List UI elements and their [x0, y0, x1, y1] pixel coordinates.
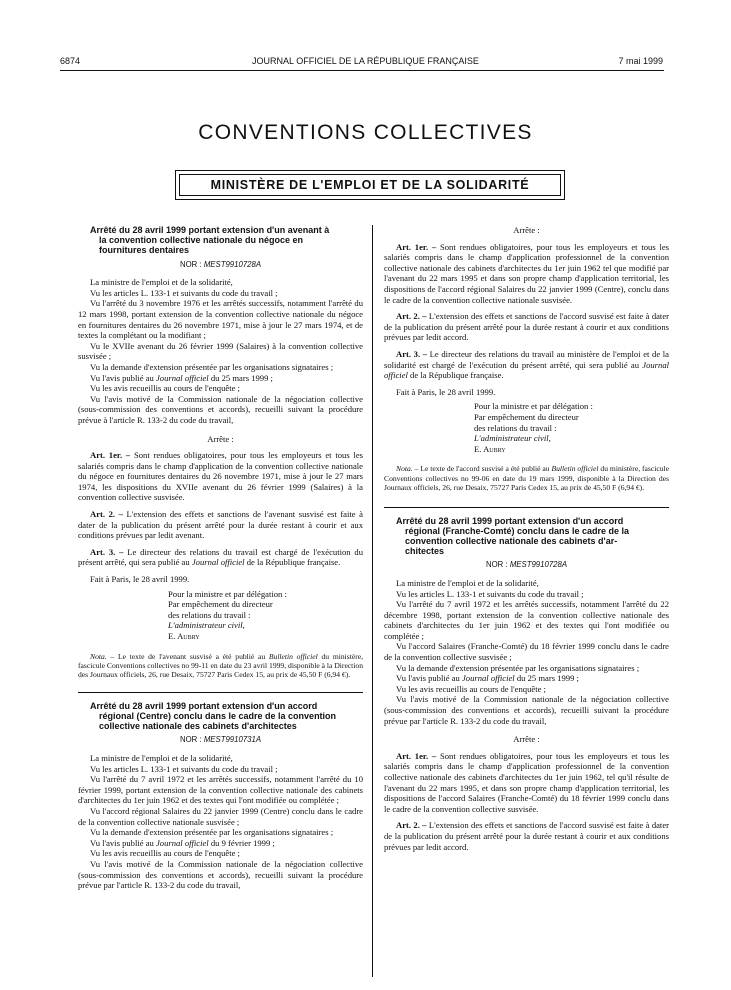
decree-1-signature-2: Par empêchement du directeur: [168, 599, 273, 610]
decree-2-signature-4: L'administrateur civil,: [474, 433, 551, 444]
decree-1-arrete: Arrête :: [207, 433, 234, 444]
decree-3-visa-5: Vu la demande d'extension présentée par les organisations signataires ;: [396, 662, 640, 673]
decree-1-article-1: Art. 1er. – Sont rendues obligatoires, pour tous les employeurs et tous les salariés compris dans le champ d'application de la convention collective nationale du négoce en fournitures dentaires du 26 novembre 1971, mise à jour le 27 mars 1974, les dispositions du XVIIe avenant du 26 février 1999 (Salaires) à la convention collective susvisée.: [78, 450, 363, 503]
decree-3-visa-4: Vu l'accord Salaires (Franche-Comté) du 18 février 1999 conclu dans le cadre de la convention collective susvisée ;: [384, 641, 669, 663]
decree-1-signature-5: E. Aubry: [168, 631, 200, 642]
decree-3-title: Arrêté du 28 avril 1999 portant extension d'un accord régional (Franche-Comté) conclu dans le cadre de la convention collective nationale des cabinets d'ar- chitectes: [396, 515, 630, 557]
decree-3-visa-7: Vu les avis recueillis au cours de l'enquête ;: [396, 683, 546, 694]
decree-2-signature-1: Pour la ministre et par délégation :: [474, 401, 593, 412]
decree-2-visa-6: Vu l'avis publié au Journal officiel du 9 février 1999 ;: [90, 837, 275, 848]
decree-2-fait: Fait à Paris, le 28 avril 1999.: [396, 386, 496, 397]
decree-2-article-3: Art. 3. – Le directeur des relations du travail au ministère de l'emploi et de la solidarité est chargé de l'exécution du présent arrêté, qui sera publié au Journal officiel de la République française.: [384, 348, 669, 381]
decree-3-arrete: Arrête :: [513, 734, 540, 745]
decree-2-visa-5: Vu la demande d'extension présentée par les organisations signataires ;: [90, 827, 334, 838]
ministry-box: [175, 170, 565, 200]
decree-1-nor: NOR : MEST9910728A: [179, 259, 262, 269]
decree-1-article-2: Art. 2. – L'extension des effets et sanctions de l'avenant susvisé est faite à dater de la publication du présent arrêté pour la durée restant à courir et aux conditions prévues par ledit avenant.: [78, 509, 363, 541]
page-number: 6874: [60, 56, 81, 66]
decree-2-signature-3: des relations du travail :: [474, 422, 557, 433]
decree-1-visa-5: Vu la demande d'extension présentée par les organisations signataires ;: [90, 361, 334, 372]
left-column: [78, 225, 363, 891]
decree-2-note: Nota. – Le texte de l'accord susvisé a été publié au Bulletin officiel du ministère, fascicule Conventions collectives no 99-06 en date du 19 mars 1999, disponible à la Direction des Journaux officiels, 26, rue Desaix, 75727 Paris Cedex 15, au prix de 45,50 F (6,94 €).: [384, 464, 669, 493]
decree-1-visa-6: Vu l'avis publié au Journal officiel du 25 mars 1999 ;: [90, 372, 273, 383]
section-rule: [384, 507, 669, 508]
decree-1-visa-1: La ministre de l'emploi et de la solidarité,: [90, 277, 233, 288]
decree-1-signature-4: L'administrateur civil,: [168, 620, 245, 631]
decree-2-signature-5: E. Aubry: [474, 443, 506, 454]
decree-2-visa-2: Vu les articles L. 133-1 et suivants du code du travail ;: [90, 763, 278, 774]
decree-2-visa-1: La ministre de l'emploi et de la solidarité,: [90, 753, 233, 764]
decree-1-visa-3: Vu l'arrêté du 3 novembre 1976 et les arrêtés successifs, notamment l'arrêté du 12 mars 1998, portant extension de la convention collective nationale du négoce en fournitures dentaires du 26 novembre 1971, mise à jour le 27 mars 1974, et de textes la complétant ou la modifiant ;: [78, 298, 363, 341]
decree-1-visa-8: Vu l'avis motivé de la Commission nationale de la négociation collective (sous-commission des conventions et accords), recueilli suivant la procédure prévue à l'article R. 133-2 du code du travail,: [78, 393, 363, 425]
decree-2-article-2: Art. 2. – L'extension des effets et sanctions de l'accord susvisé est faite à dater de la publication du présent arrêté pour la durée restant à courir et aux conditions prévues par ledit accord.: [384, 311, 669, 343]
decree-1-visa-4: Vu le XVIIe avenant du 26 février 1999 (Salaires) à la convention collective susvisée ;: [78, 340, 363, 362]
decree-1-visa-2: Vu les articles L. 133-1 et suivants du code du travail ;: [90, 287, 278, 298]
decree-3-visa-3: Vu l'arrêté du 7 avril 1972 et les arrêtés successifs, notamment l'arrêté du 22 décembre 1998, portant extension de la convention collective nationale des cabinets d'architectes du 1er juin 1962 et des textes qui l'ont modifiée ou complétée ;: [384, 599, 669, 641]
decree-3-visa-8: Vu l'avis motivé de la Commission nationale de la négociation collective (sous-commission des conventions et accords), recueilli suivant la procédure prévue par l'article R. 133-2 du code du travail,: [384, 694, 669, 726]
decree-1-signature-3: des relations du travail :: [168, 609, 251, 620]
decree-1-note: Nota. – Le texte de l'avenant susvisé a été publié au Bulletin officiel du ministère, fascicule Conventions collectives no 99-11 en date du 23 avril 1999, disponible à la Direction des Journaux officiels, 26, rue Desaix, 75727 Paris Cedex 15, au prix de 45,50 F (6,94 €).: [78, 651, 363, 680]
issue-date: 7 mai 1999: [618, 56, 663, 66]
decree-2-visa-7: Vu les avis recueillis au cours de l'enquête ;: [90, 848, 240, 859]
decree-1-fait: Fait à Paris, le 28 avril 1999.: [90, 574, 190, 585]
decree-2-visa-8: Vu l'avis motivé de la Commission nationale de la négociation collective (sous-commission des conventions et accords), recueilli suivant la procédure prévue par l'article R. 133-2 du code du travail,: [78, 858, 363, 891]
header-rule: [60, 70, 664, 71]
decree-1-title: Arrêté du 28 avril 1999 portant extension d'un avenant à la convention collective nationale du négoce en fournitures dentaires: [90, 225, 330, 256]
decree-2-visa-4: Vu l'accord régional Salaires du 22 janvier 1999 (Centre) conclu dans le cadre de la convention collective nationale susvisée ;: [78, 806, 363, 827]
decree-3-article-2: Art. 2. – L'extension des effets et sanctions de l'accord susvisé est faite à dater de la publication du présent arrêté pour la durée restant à courir et aux conditions prévues par ledit accord.: [384, 820, 669, 852]
page-title: CONVENTIONS COLLECTIVES: [198, 121, 533, 144]
section-rule: [78, 692, 363, 693]
decree-3-article-1: Art. 1er. – Sont rendues obligatoires, pour tous les employeurs et tous les salariés compris dans le champ d'application professionnel de la convention collective nationale des cabinets d'architectes du 1er juin 1962, tel qu'il résulte de l'avenant du 22 mars 1995, et dans son propre champ d'application territorial, les dispositions de l'accord Salaires (Franche-Comté) du 18 février 1999 conclu dans le cadre de la convention collective susvisée.: [384, 750, 669, 814]
decree-3-nor: NOR : MEST9910728A: [485, 560, 568, 570]
decree-2-article-1: Art. 1er. – Sont rendues obligatoires, pour tous les employeurs et tous les salariés compris dans le champ d'application professionnel de la convention collective nationale des cabinets d'architectes du 1er juin 1962 tel que modifié par l'avenant du 22 mars 1995 et dans son propre champ d'application territorial, les dispositions de l'accord régional Salaires du 22 janvier 1999 (Centre), conclu dans le cadre de la convention collective nationale susvisée.: [384, 241, 669, 305]
decree-3-visa-2: Vu les articles L. 133-1 et suivants du code du travail ;: [396, 588, 584, 599]
journal-title: JOURNAL OFFICIEL DE LA RÉPUBLIQUE FRANÇAISE: [252, 56, 479, 66]
page-header: [0, 56, 731, 68]
decree-1-signature-1: Pour la ministre et par délégation :: [168, 588, 287, 599]
column-divider: [372, 225, 373, 977]
right-column: [384, 225, 669, 852]
ministry-heading: MINISTÈRE DE L'EMPLOI ET DE LA SOLIDARITÉ: [179, 174, 561, 196]
decree-1-visa-7: Vu les avis recueillis au cours de l'enquête ;: [90, 383, 240, 394]
decree-1-article-3: Art. 3. – Le directeur des relations du travail est chargé de l'exécution du présent arrêté, qui sera publié au Journal officiel de la République française.: [78, 546, 363, 568]
decree-2-signature-2: Par empêchement du directeur: [474, 411, 579, 422]
decree-3-visa-6: Vu l'avis publié au Journal officiel du 25 mars 1999 ;: [396, 673, 579, 684]
decree-2-visa-3: Vu l'arrêté du 7 avril 1972 et les arrêtés successifs, notamment l'arrêté du 10 février 1999, portant extension de la convention collective nationale des cabinets d'architectes du 1er juin 1962 et des textes qui l'ont modifiée ou complétée ;: [78, 774, 363, 806]
decree-2-title: Arrêté du 28 avril 1999 portant extension d'un accord régional (Centre) conclu dans le cadre de la convention collective nationale des cabinets d'architectes: [90, 700, 337, 732]
decree-2-nor: NOR : MEST9910731A: [179, 735, 262, 745]
decree-2-arrete: Arrête :: [513, 225, 540, 235]
decree-3-visa-1: La ministre de l'emploi et de la solidarité,: [396, 577, 539, 588]
